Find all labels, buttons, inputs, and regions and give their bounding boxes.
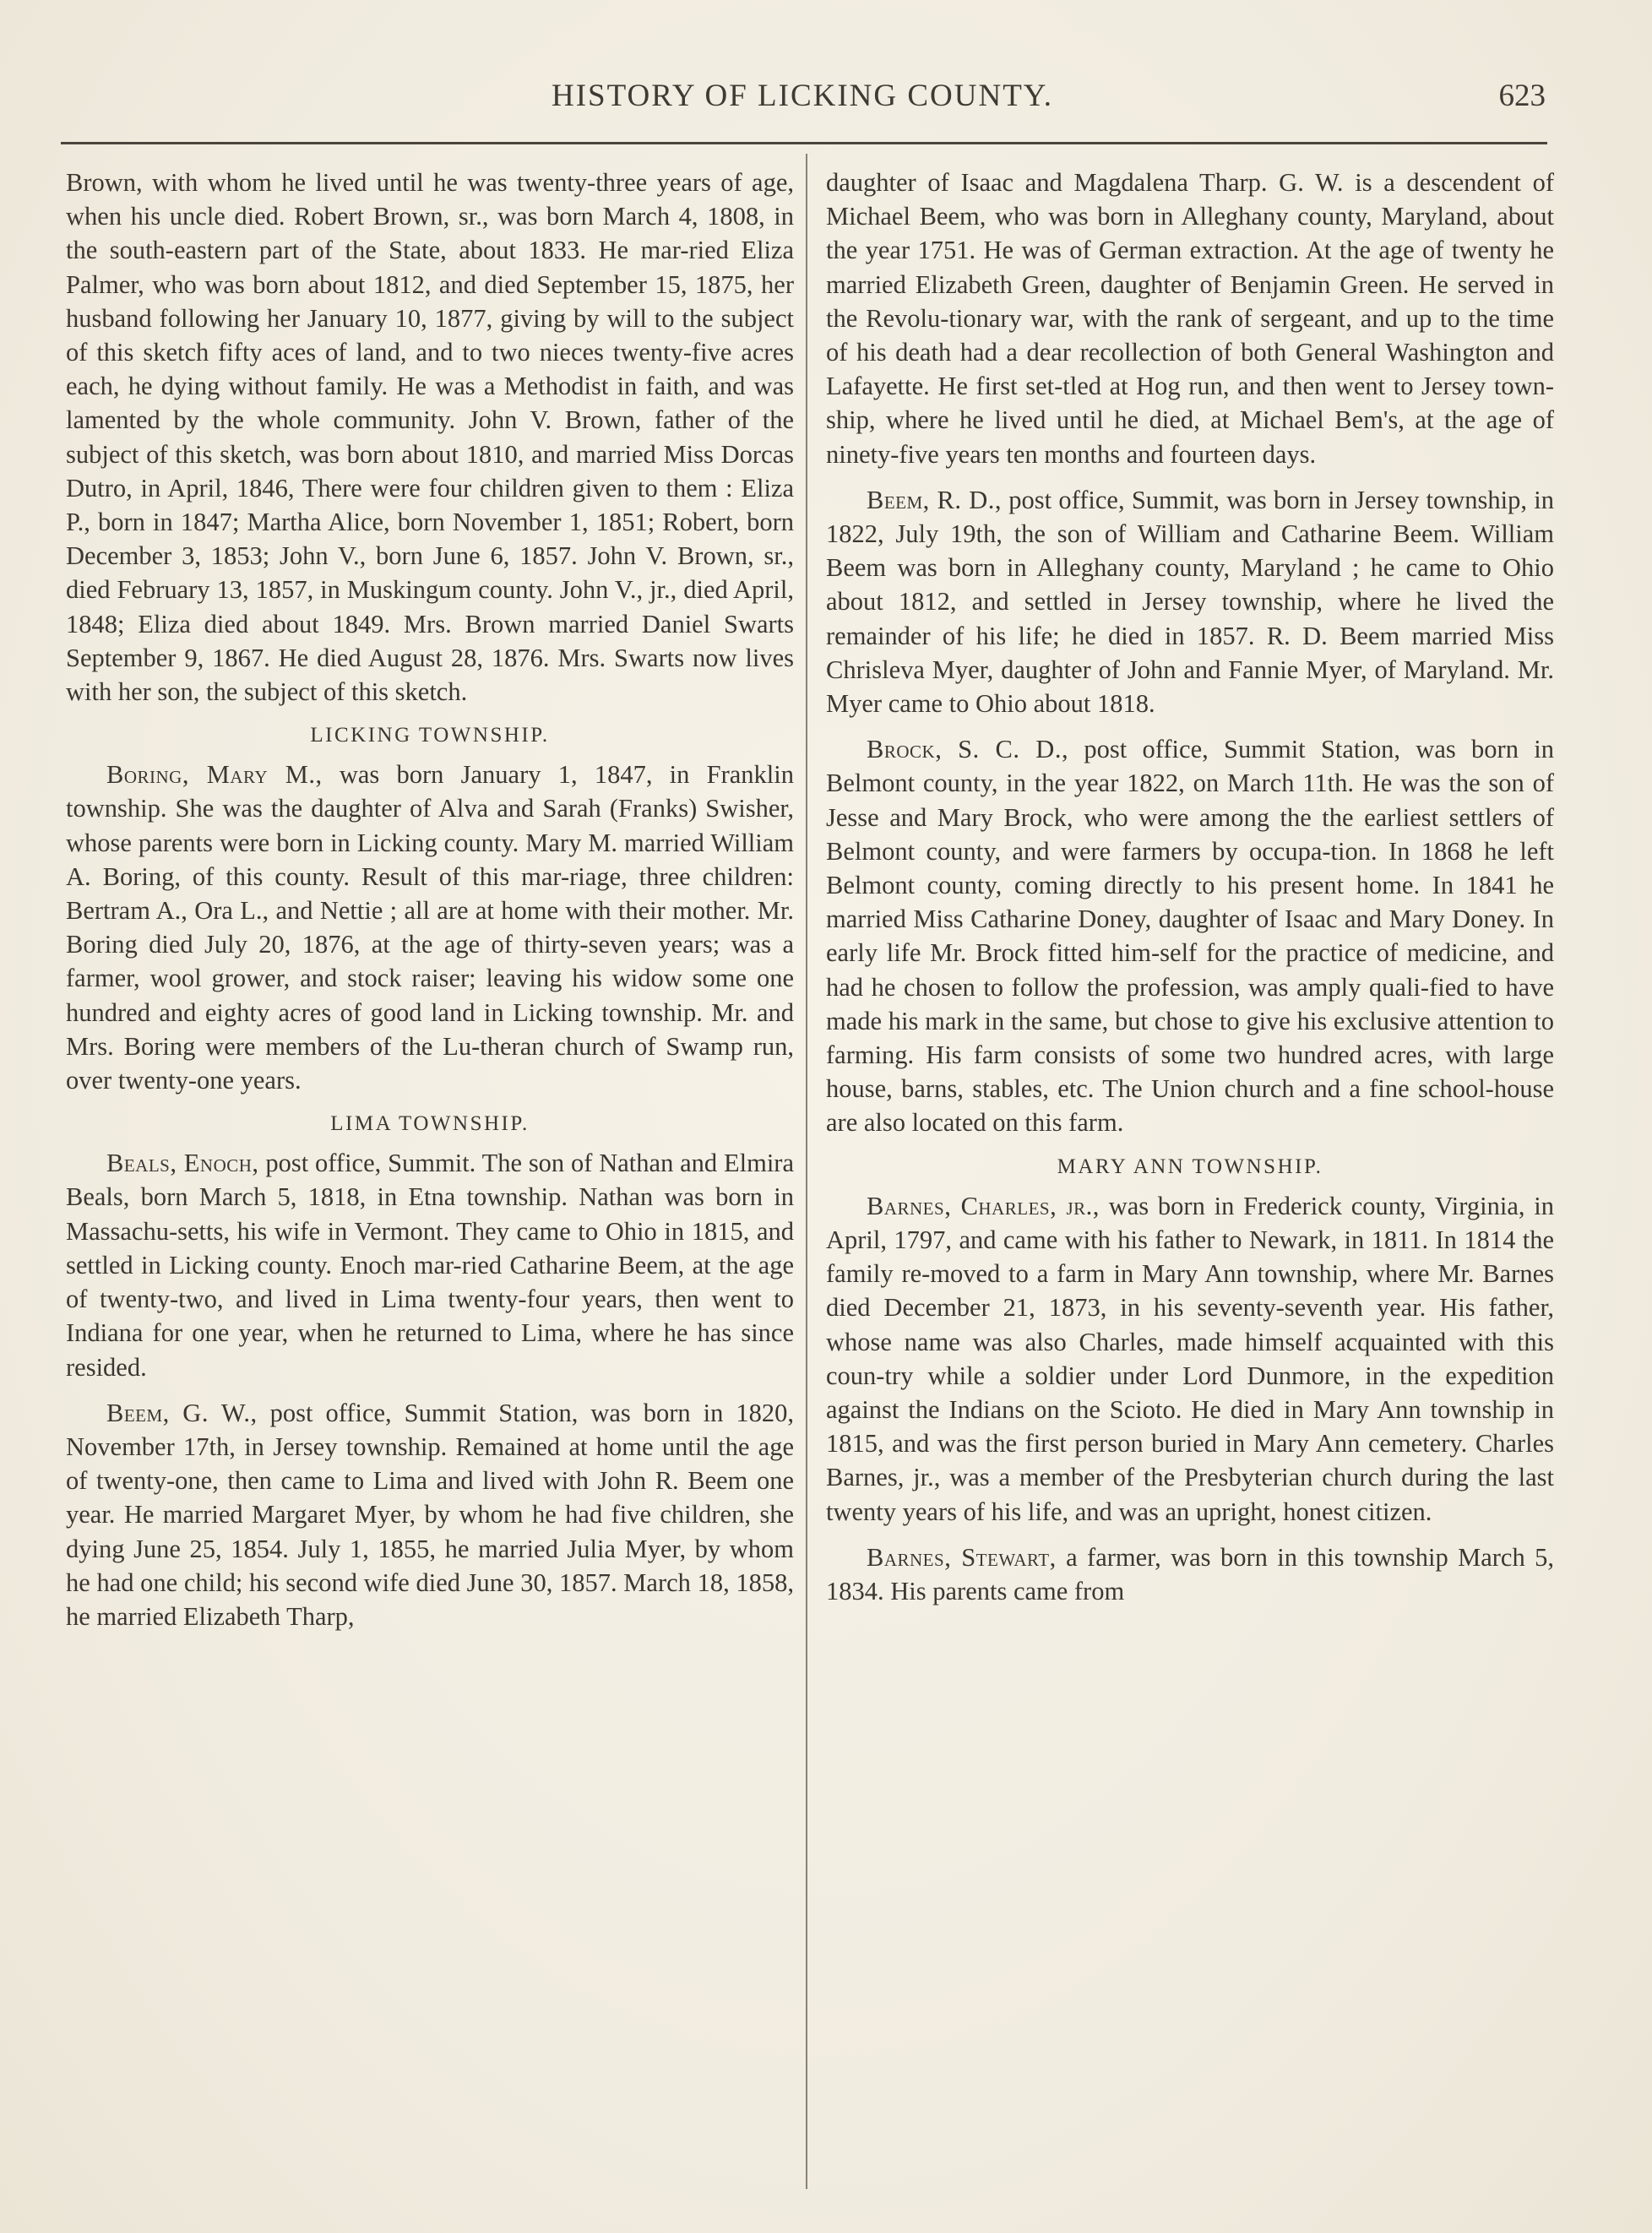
section-heading-mary-ann-township: MARY ANN TOWNSHIP. — [1057, 1155, 1323, 1178]
entry-boring — [66, 758, 794, 1097]
entry-barnes-stewart — [826, 1540, 1554, 1608]
entry-name-barnes-charles: Barnes, Charles, jr., — [867, 1191, 1100, 1220]
entry-name-beem-gw: Beem, G. W., — [106, 1398, 258, 1427]
brown-continuation-paragraph: Brown, with whom he lived until he was twenty-three years of age, when his uncle died. Robert Brown, sr., was born March 4, 1808, in the south-eastern part of the State, about 1833. He mar-ried Eliza Palmer, who was born about 1812, and died September 15, 1875, her husband following her January 10, 1877, giving by will to the subject of this sketch fifty aces of land, and to two nieces twenty-five acres each, he dying without family. He was a Methodist in faith, and was lamented by the whole community. John V. Brown, father of the subject of this sketch, was born about 1810, and married Miss Dorcas Dutro, in April, 1846, There were four children given to them : Eliza P., born in 1847; Martha Alice, born November 1, 1851; Robert, born December 3, 1853; John V., born June 6, 1857. John V. Brown, sr., died February 13, 1857, in Muskingum county. John V., jr., died April, 1848; Eliza died about 1849. Mrs. Brown married Daniel Swarts September 9, 1867. He died August 28, 1876. Mrs. Swarts now lives with her son, the subject of this sketch. — [66, 168, 794, 707]
entry-beem-rd — [826, 483, 1554, 720]
entry-name-beem-rd: Beem, R. D., — [867, 485, 1003, 514]
entry-name-beals: Beals, Enoch, — [106, 1149, 259, 1178]
entry-beals — [66, 1146, 794, 1383]
entry-text-brock: post office, Summit Station, was born in Belmont county, in the year 1822, on March 11th. He was the son of Jesse and Mary Brock, who were among the the earliest settlers of Belmont county, and were farmers by occupa-tion. In 1868 he left Belmont county, coming directly to his present home. In 1841 he married Miss Catharine Doney, daughter of Isaac and Mary Doney. In early life Mr. Brock fitted him-self for the practice of medicine, and had he chosen to follow the profession, was amply quali-fied to have made his mark in the same, but chose to give his exclusive attention to farming. His farm consists of some two hundred acres, with large house, barns, stables, etc. The Union church and a fine school-house are also located on this farm. — [826, 735, 1554, 1138]
page-number: 623 — [1498, 79, 1546, 113]
entry-text-beem-gw: post office, Summit Station, was born in 1820, November 17th, in Jersey township. Remained at home until the age of twenty-one, then came to Lima and lived with John R. Beem one year. He married Margaret Myer, by whom he had five children, she dying June 25, 1854. July 1, 1855, he married Julia Myer, by whom he had one child; his second wife died June 30, 1857. March 18, 1858, he married Elizabeth Tharp, — [66, 1398, 795, 1631]
entry-text-barnes-stewart: a farmer, was born in this township March 5, 1834. His parents came from — [826, 1542, 1554, 1605]
header-rule — [61, 142, 1547, 144]
section-heading-lima-township: LIMA TOWNSHIP. — [330, 1112, 530, 1136]
entry-brock — [826, 732, 1554, 1139]
entry-beem-gw — [66, 1396, 794, 1633]
right-column — [826, 166, 1554, 1620]
header-title: HISTORY OF LICKING COUNTY. — [551, 79, 1054, 113]
running-header — [59, 78, 1546, 120]
entry-barnes-charles — [826, 1189, 1554, 1529]
entry-name-brock: Brock, S. C. D., — [867, 735, 1069, 764]
entry-text-barnes-charles: was born in Frederick county, Virginia, in April, 1797, and came with his father to Newark, in 1811. In 1814 the family re-moved to a farm in Mary Ann township, where Mr. Barnes died December 21, 1873, in his seventy-seventh year. His father, whose name was also Charles, made himself acquainted with this coun-try while a soldier under Lord Dunmore, in the expedition against the Indians on the Scioto. He died in Mary Ann township in 1815, and was the first person buried in Mary Ann cemetery. Charles Barnes, jr., was a member of the Presbyterian church during the last twenty years of his life, and was an upright, honest citizen. — [826, 1191, 1554, 1526]
entry-name-barnes-stewart: Barnes, Stewart, — [867, 1542, 1057, 1572]
beem-gw-continuation-paragraph: daughter of Isaac and Magdalena Tharp. G. W. is a descendent of Michael Beem, who was born in Alleghany county, Maryland, about the year 1751. He was of German extraction. At the age of twenty he married Elizabeth Green, daughter of Benjamin Green. He served in the Revolu-tionary war, with the rank of sergeant, and up to the time of his death had a dear recollection of both General Washington and Lafayette. He first set-tled at Hog run, and then went to Jersey town-ship, where he lived until he died, at Michael Bem's, at the age of ninety-five years ten months and fourteen days. — [826, 168, 1554, 469]
entry-text-boring: was born January 1, 1847, in Franklin township. She was the daughter of Alva and Sarah (Franks) Swisher, whose parents were born in Licking county. Mary M. married William A. Boring, of this county. Result of this mar-riage, three children: Bertram A., Ora L., and Nettie ; all are at home with their mother. Mr. Boring died July 20, 1876, at the age of thirty-seven years; was a farmer, wool grower, and stock raiser; leaving his widow some one hundred and eighty acres of good land in Licking township. Mr. and Mrs. Boring were members of the Lu-theran church of Swamp run, over twenty-one years. — [66, 760, 794, 1095]
entry-text-beals: post office, Summit. The son of Nathan and Elmira Beals, born March 5, 1818, in Etna township. Nathan was born in Massachu-setts, his wife in Vermont. They came to Ohio in 1815, and settled in Licking county. Enoch mar-ried Catharine Beem, at the age of twenty-two, and lived in Lima twenty-four years, then went to Indiana for one year, when he returned to Lima, where he has since resided. — [66, 1149, 795, 1382]
left-column — [66, 166, 794, 1645]
entry-text-beem-rd: post office, Summit, was born in Jersey township, in 1822, July 19th, the son of William and Catharine Beem. William Beem was born in Alleghany county, Maryland ; he came to Ohio about 1812, and settled in Jersey township, where he lived the remainder of his life; he died in 1857. R. D. Beem married Miss Chrisleva Myer, daughter of John and Fannie Myer, of Maryland. Mr. Myer came to Ohio about 1818. — [826, 485, 1554, 719]
section-heading-licking-township: LICKING TOWNSHIP. — [310, 724, 550, 747]
entry-name-boring: Boring, Mary M., — [106, 760, 323, 790]
column-divider — [806, 154, 807, 2189]
